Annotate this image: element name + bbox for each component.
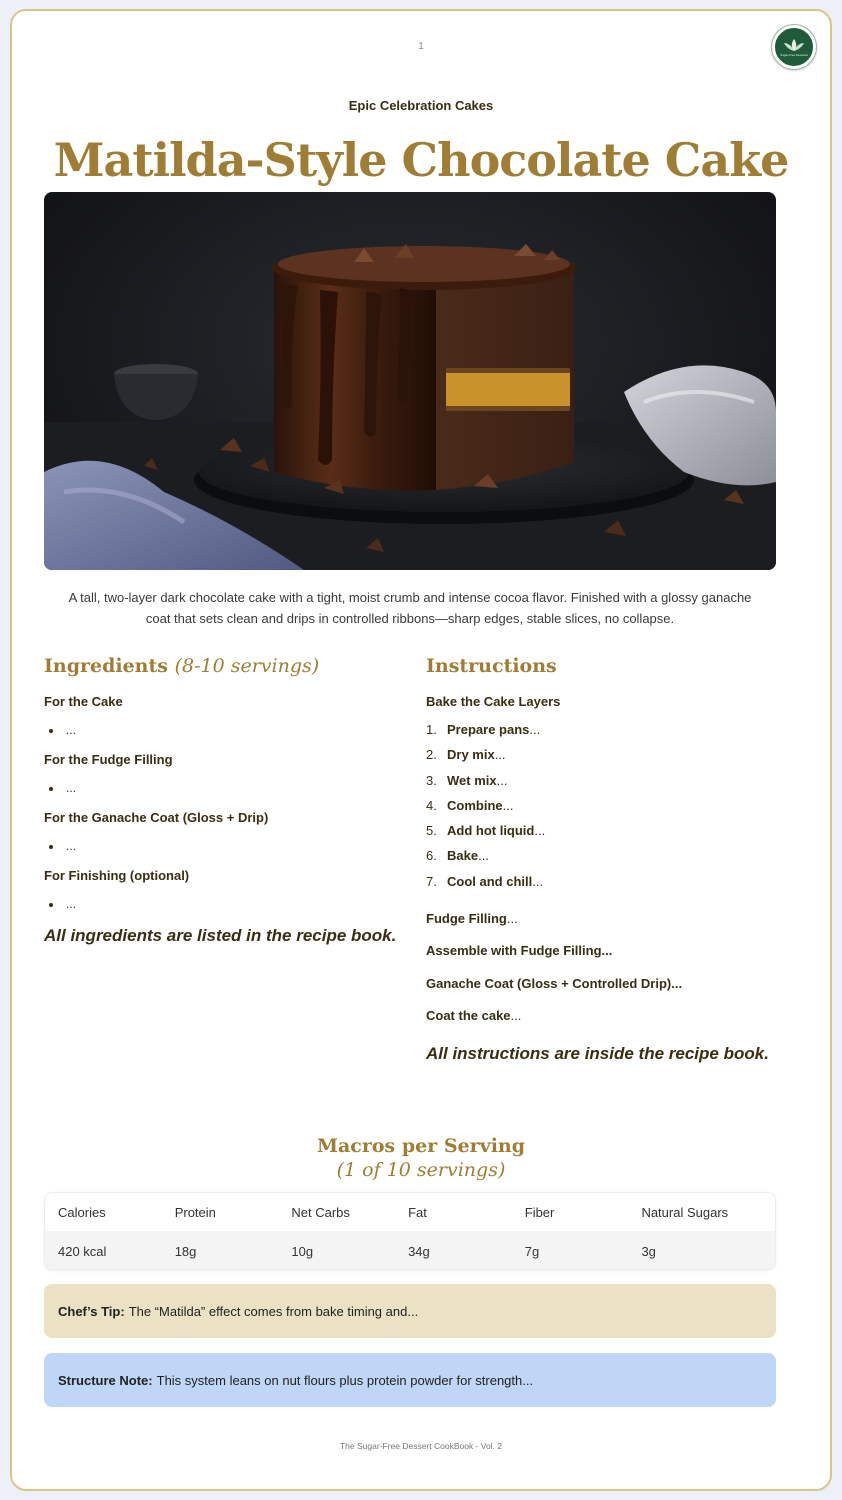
category-kicker: Epic Celebration Cakes xyxy=(348,98,494,113)
recipe-description: A tall, two-layer dark chocolate cake with a tight, moist crumb and intense cocoa flavor. Finished with a glossy ganache coat that sets clean and drips in controlled ribbons—sharp edges, stable slices, no collapse. xyxy=(68,590,752,626)
step-label: Prepare pans xyxy=(447,722,530,737)
ingredient-list xyxy=(44,781,404,797)
block-rest: ... xyxy=(510,1007,522,1023)
block-label: Assemble with Fudge Filling xyxy=(426,943,602,959)
step-label: Wet mix xyxy=(447,772,497,788)
step-label: Dry mix xyxy=(447,747,495,763)
step-number: 3. xyxy=(426,772,437,788)
instructions-section xyxy=(426,655,786,1064)
ingredient-item: ... xyxy=(44,781,404,797)
macros-subtitle: (1 of 10 servings) xyxy=(336,1159,506,1181)
block-rest: ... xyxy=(601,943,613,959)
page-title: Matilda-Style Chocolate Cake xyxy=(53,133,789,187)
instructions-title: Instructions xyxy=(426,655,557,677)
step-label: Cool and chill xyxy=(447,873,533,889)
step-number: 4. xyxy=(426,797,437,813)
chefs-tip-text: The “Matilda” effect comes from bake timing and... xyxy=(128,1303,419,1319)
instruction-block xyxy=(426,909,786,941)
step-rest: ... xyxy=(502,797,514,813)
page-number: 1 xyxy=(418,41,424,52)
logo-text: Sugar-Free Desserts xyxy=(780,52,808,57)
step-rest: ... xyxy=(496,772,508,788)
ingredient-list xyxy=(44,723,404,739)
step-rest: ... xyxy=(532,873,544,889)
step-rest: ... xyxy=(534,823,546,839)
ingredient-item: ... xyxy=(44,723,404,739)
instructions-closing-note: All instructions are inside the recipe book. xyxy=(426,1044,769,1064)
page-footer: The Sugar-Free Dessert CookBook - Vol. 2 xyxy=(339,1441,503,1451)
ingredient-item: ... xyxy=(44,897,404,913)
macros-heading xyxy=(0,1134,842,1182)
ingredients-heading: Ingredients xyxy=(44,655,168,677)
ingredient-group-heading: For the Fudge Filling xyxy=(44,752,173,767)
instruction-block xyxy=(426,941,786,973)
ingredient-group-heading: For the Ganache Coat (Gloss + Drip) xyxy=(44,810,269,825)
step-label: Combine xyxy=(447,797,503,813)
ingredient-group-heading: For the Cake xyxy=(44,694,123,709)
instruction-steps xyxy=(426,722,786,899)
block-label: Ganache Coat (Gloss + Controlled Drip) xyxy=(426,975,672,991)
ingredient-item: ... xyxy=(44,839,404,855)
step-rest: ... xyxy=(494,747,506,763)
macro-header: Fat xyxy=(408,1204,427,1220)
chocolate-cake-photo xyxy=(44,192,776,570)
macro-value: 18g xyxy=(174,1243,197,1259)
instruction-step xyxy=(426,773,786,798)
macros-header-row xyxy=(45,1193,775,1231)
macro-value: 10g xyxy=(291,1243,314,1259)
macros-table xyxy=(44,1192,776,1270)
block-label: Fudge Filling xyxy=(426,911,507,927)
structure-note-text: This system leans on nut flours plus protein powder for strength... xyxy=(156,1372,534,1388)
chefs-tip-callout xyxy=(44,1284,776,1338)
instruction-step xyxy=(426,747,786,772)
ingredients-title xyxy=(44,655,404,685)
brand-logo xyxy=(772,25,816,69)
instruction-step xyxy=(426,848,786,873)
structure-note-label: Structure Note: xyxy=(58,1372,153,1388)
macro-value: 3g xyxy=(641,1243,656,1259)
macro-value: 34g xyxy=(408,1243,430,1259)
macro-value: 7g xyxy=(524,1243,540,1259)
step-number: 1. xyxy=(426,722,437,737)
ingredients-section xyxy=(44,655,404,946)
instruction-block xyxy=(426,974,786,1006)
instruction-step xyxy=(426,823,786,848)
step-number: 7. xyxy=(426,873,437,889)
ingredients-closing-note: All ingredients are listed in the recipe book. xyxy=(44,926,397,945)
instruction-step xyxy=(426,874,786,899)
instruction-step xyxy=(426,722,786,747)
servings-label: (8-10 servings) xyxy=(174,655,320,677)
chefs-tip-label: Chef’s Tip: xyxy=(58,1303,125,1319)
macro-header: Calories xyxy=(58,1204,106,1220)
block-rest: ... xyxy=(671,975,683,991)
instruction-step xyxy=(426,798,786,823)
step-label: Bake xyxy=(447,848,479,864)
macros-title: Macros per Serving xyxy=(316,1135,526,1157)
ingredient-list xyxy=(44,839,404,855)
macro-header: Fiber xyxy=(524,1204,555,1220)
instructions-subheading: Bake the Cake Layers xyxy=(426,694,561,709)
instruction-block xyxy=(426,1006,786,1038)
step-rest: ... xyxy=(478,848,489,864)
structure-note-callout xyxy=(44,1353,776,1407)
block-label: Coat the cake xyxy=(426,1007,511,1023)
block-rest: ... xyxy=(506,911,518,927)
step-number: 2. xyxy=(426,747,437,763)
macro-header: Natural Sugars xyxy=(641,1204,729,1220)
step-rest: ... xyxy=(529,722,541,737)
lotus-icon xyxy=(783,38,805,52)
step-label: Add hot liquid xyxy=(447,823,535,839)
ingredient-list xyxy=(44,897,404,913)
macro-value: 420 kcal xyxy=(58,1243,107,1259)
ingredient-group-heading: For Finishing (optional) xyxy=(44,868,190,883)
step-number: 5. xyxy=(426,823,437,839)
macro-header: Net Carbs xyxy=(291,1204,350,1220)
macros-value-row xyxy=(45,1231,775,1270)
step-number: 6. xyxy=(426,848,437,864)
macro-header: Protein xyxy=(174,1204,216,1220)
